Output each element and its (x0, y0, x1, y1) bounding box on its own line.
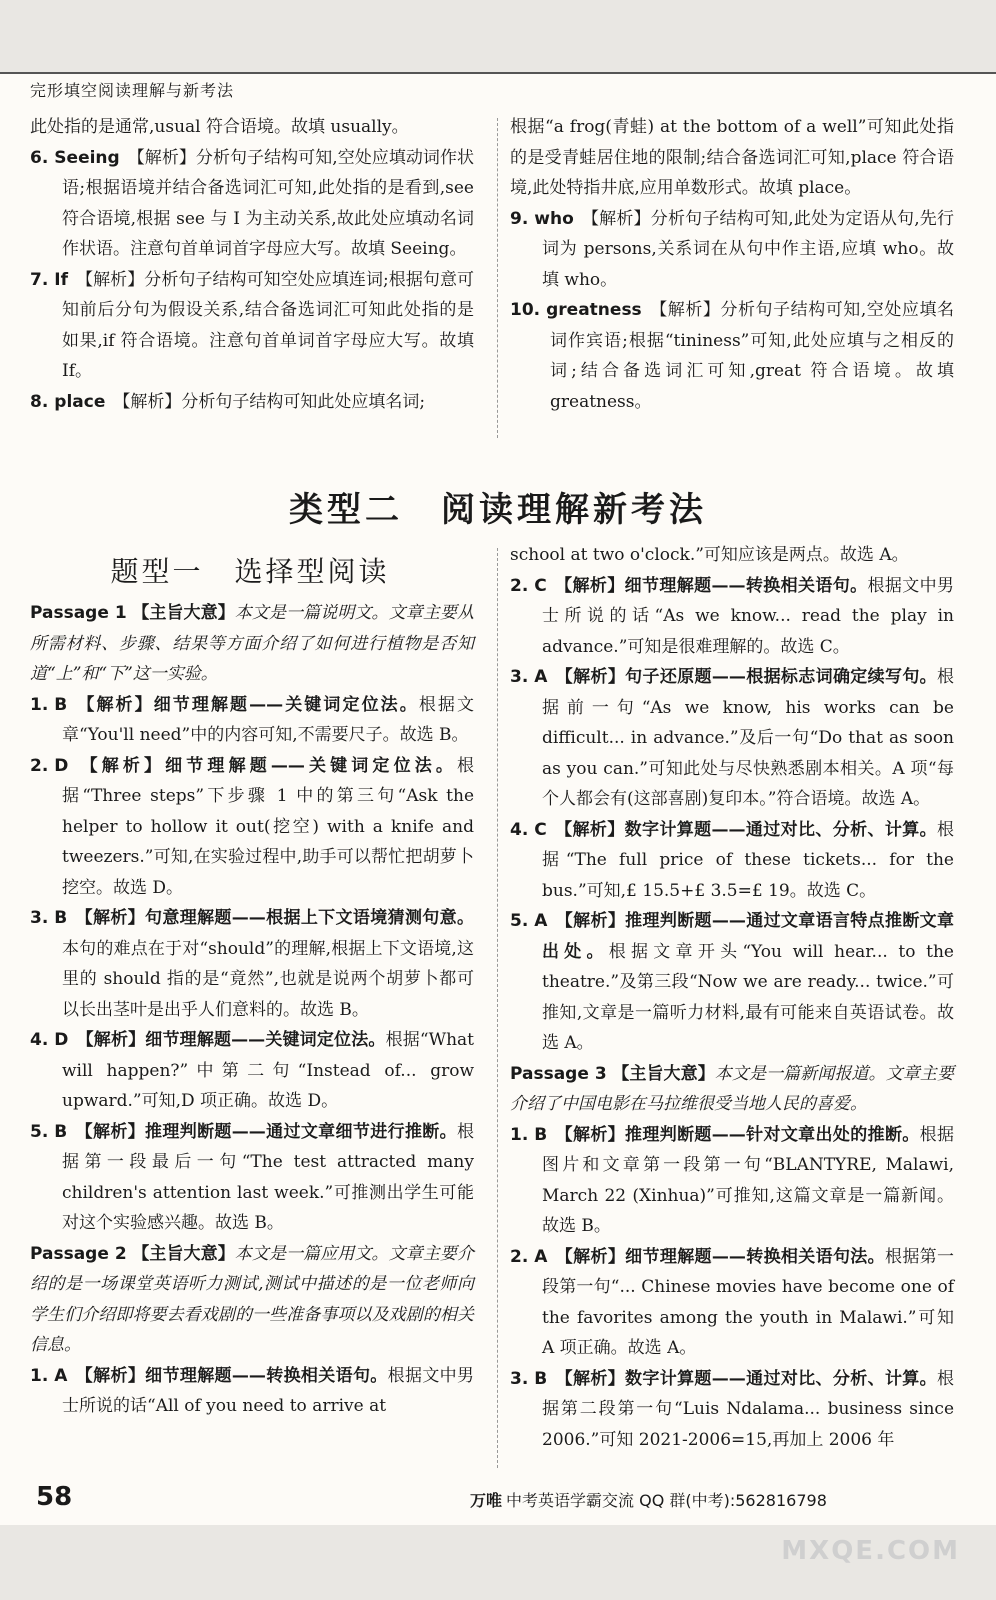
analysis-tag: 【解析】推理判断题——通过文章细节进行推断。 (75, 1121, 457, 1142)
answer-letter: B (534, 1368, 548, 1389)
item-number: 2. (510, 575, 529, 596)
item-text: 根据“a frog(青蛙) at the bottom of a well”可知此处指的是受青蛙居住地的限制;结合备选词汇可知,place 符合语境,此处特指井底,应用单数形式。故填 place。 (510, 117, 954, 198)
answer-item (30, 1025, 474, 1117)
running-header: 完形填空阅读理解与新考法 (30, 81, 235, 100)
answer-letter: B (54, 694, 68, 715)
answer-letter: C (534, 819, 547, 840)
answer-item (510, 815, 954, 907)
answer-letter: D (54, 1030, 69, 1050)
item-text: 【解析】分析句子结构可知空处应填连词;根据句意可知前后分句为假设关系,结合备选词汇可知此处指的是如果,if 符合语境。注意句首单词首字母应大写。故填 If。 (62, 269, 474, 381)
item-number: 6. (30, 147, 49, 168)
answer-item (510, 112, 954, 204)
item-text: 根据“The full price of these tickets... for the bus.”可知,£ 15.5+£ 3.5=£ 19。故选 C。 (542, 819, 954, 901)
analysis-tag: 【解析】数字计算题——通过对比、分析、计算。 (555, 1368, 937, 1389)
item-number: 2. (30, 755, 49, 776)
answer-word: who (534, 208, 574, 229)
item-number: 3. (510, 1368, 529, 1389)
section-title: 类型二 阅读理解新考法 (289, 490, 707, 530)
item-text: 根据图片和文章第一段第一句“BLANTYRE, Malawi, March 22 (Xinhua)”可推知,这篇文章是一篇新闻。故选 B。 (542, 1124, 955, 1236)
item-text: 根据第一段第一句“... Chinese movies have become one of the favorites among the youth in Malawi.”可知 A 项正确。故选 A。 (542, 1246, 955, 1358)
footer-note (470, 1488, 827, 1511)
answer-letter: B (534, 1124, 548, 1145)
item-text: 根据文章“You'll need”中的内容可知,不需要尺子。故选 B。 (62, 694, 475, 745)
right-column-bottom (510, 540, 954, 1455)
answer-item (30, 1361, 474, 1422)
right-column-top (510, 112, 954, 417)
item-number: 9. (510, 208, 529, 229)
item-number: 1. (510, 1124, 529, 1145)
answer-letter: B (54, 908, 68, 928)
page-footer (0, 1478, 996, 1518)
item-text: 根据文章开头“You will hear... to the theatre.”及第三段“Now we are ready... twice.”可推知,文章是一篇听力材料,最有可能来自英语试卷。故选 A。 (542, 941, 954, 1053)
item-text: 【解析】分析句子结构可知,此处为定语从句,先行词为 persons,关系词在从句中作主语,应填 who。故填 who。 (542, 208, 954, 290)
analysis-tag: 【解析】推理判断题——通过文章语言特点推断文章出处。 (542, 911, 954, 962)
answer-item (510, 204, 954, 296)
analysis-tag: 【解析】细节理解题——转换相关语句。 (75, 1365, 388, 1386)
item-text: 根据文中男士所说的话“All of you need to arrive at (62, 1365, 475, 1416)
item-number: 5. (510, 911, 529, 931)
answer-letter: C (534, 575, 547, 596)
top-scan-band (0, 0, 996, 74)
answer-word: place (54, 391, 106, 412)
column-divider-bottom (497, 548, 498, 1468)
analysis-tag: 【解析】细节理解题——关键词定位法。 (76, 1030, 386, 1050)
item-number: 7. (30, 269, 49, 290)
item-text: 根据前一句“As we know, his works can be difficult... in advance.”及后一句“Do that as soon as you can.”可知此处与尽快熟悉剧本相关。A 项“每个人都会有(这部喜剧)复印本。”符合语境。故选 A。 (542, 667, 954, 809)
answer-letter: B (54, 1121, 68, 1142)
watermark: MXQE.COM (781, 1536, 960, 1566)
summary-text: 本文是一篇新闻报道。文章主要介绍了中国电影在马拉维很受当地人民的喜爱。 (510, 1063, 955, 1114)
analysis-tag: 【解析】细节理解题——关键词定位法。 (76, 755, 457, 776)
answer-item (510, 906, 954, 1059)
answer-letter: A (534, 1246, 548, 1267)
answer-item (30, 903, 474, 1025)
left-column-bottom (30, 598, 474, 1422)
answer-item (30, 1117, 474, 1239)
answer-item (510, 1120, 954, 1242)
answer-item (510, 1242, 954, 1364)
item-text: 根据“What will happen?”中第二句“Instead of... grow upward.”可知,D 项正确。故选 D。 (62, 1030, 474, 1111)
answer-word: Seeing (54, 147, 120, 168)
item-number: 1. (30, 694, 49, 715)
left-column-top (30, 112, 474, 417)
item-number: 1. (30, 1365, 49, 1386)
analysis-tag: 【解析】句意理解题——根据上下文语境猜测句意。 (75, 908, 474, 928)
summary-tag: 【主旨大意】 (612, 1063, 715, 1084)
answer-item (30, 143, 474, 265)
passage-summary (510, 1059, 954, 1120)
summary-tag: 【主旨大意】 (132, 1243, 235, 1264)
item-text: 此处指的是通常,usual 符合语境。故填 usually。 (30, 117, 409, 137)
item-number: 4. (510, 819, 529, 840)
answer-word: If (54, 269, 69, 290)
item-number: 2. (510, 1246, 529, 1267)
answer-item (510, 571, 954, 663)
answer-item (510, 662, 954, 815)
answer-item (30, 751, 474, 904)
summary-text: 本文是一篇应用文。文章主要介绍的是一场课堂英语听力测试,测试中描述的是一位老师向学生们介绍即将要去看戏剧的一些准备事项以及戏剧的相关信息。 (30, 1243, 475, 1355)
answer-item (30, 265, 474, 387)
passage-label: Passage 3 (510, 1063, 607, 1084)
item-text: 根据文中男士所说的话“As we know... read the play in advance.”可知是很难理解的。故选 C。 (542, 575, 955, 657)
answer-item (510, 295, 954, 417)
answer-item (30, 112, 474, 143)
item-number: 4. (30, 1030, 49, 1050)
analysis-tag: 【解析】数字计算题——通过对比、分析、计算。 (554, 819, 937, 840)
item-number: 10. (510, 300, 541, 320)
answer-letter: D (54, 755, 69, 776)
summary-text: 本文是一篇说明文。文章主要从所需材料、步骤、结果等方面介绍了如何进行植物是否知道“上”和“下”这一实验。 (30, 603, 475, 684)
answer-item (510, 1364, 954, 1456)
subsection-title: 题型一 选择型阅读 (110, 555, 390, 588)
item-text: 根据“Three steps”下步骤 1 中的第三句“Ask the helper to hollow it out(挖空) with a knife and tweezers.”可知,在实验过程中,助手可以帮忙把胡萝卜挖空。故选 D。 (62, 755, 474, 898)
passage-label: Passage 1 (30, 603, 127, 623)
passage-label: Passage 2 (30, 1243, 127, 1264)
footer-brand: 万唯 (470, 1491, 503, 1510)
passage-summary (30, 1239, 474, 1361)
column-divider-top (497, 118, 498, 438)
item-number: 5. (30, 1121, 49, 1142)
item-text: 本句的难点在于对“should”的理解,根据上下文语境,这里的 should 指的是“竟然”,也就是说两个胡萝卜都可以长出茎叶是出乎人们意料的。故选 B。 (62, 938, 474, 1020)
analysis-tag: 【解析】细节理解题——转换相关语句。 (554, 575, 868, 596)
summary-tag: 【主旨大意】 (132, 603, 235, 623)
analysis-tag: 【解析】细节理解题——转换相关语句法。 (555, 1246, 885, 1267)
item-text: 根据第二段第一句“Luis Ndalama... business since 2006.”可知 2021-2006=15,再加上 2006 年 (542, 1368, 954, 1450)
item-text: 根据第一段最后一句“The test attracted many children's attention last week.”可推测出学生可能对这个实验感兴趣。故选 B。 (62, 1121, 474, 1233)
answer-word: greatness (546, 300, 642, 320)
page-number: 58 (36, 1482, 73, 1512)
answer-letter: A (534, 911, 548, 931)
item-number: 8. (30, 391, 49, 412)
item-text: 【解析】分析句子结构可知,空处应填动词作状语;根据语境并结合备选词汇可知,此处指的是看到,see 符合语境,根据 see 与 I 为主动关系,故此处应填动名词作状语。注意句首单词首字母应大写。故填 Seeing。 (62, 147, 474, 259)
item-text: school at two o'clock.”可知应该是两点。故选 A。 (510, 545, 909, 565)
analysis-tag: 【解析】细节理解题——关键词定位法。 (75, 694, 419, 715)
item-text: 【解析】分析句子结构可知此处应填名词; (113, 391, 426, 412)
analysis-tag: 【解析】推理判断题——针对文章出处的推断。 (555, 1124, 920, 1145)
item-text: 【解析】分析句子结构可知,空处应填名词作宾语;根据“tininess”可知,此处应填与之相反的词;结合备选词汇可知,great 符合语境。故填 greatness。 (550, 300, 954, 412)
passage-summary (30, 598, 474, 690)
answer-item (30, 387, 474, 418)
answer-letter: A (534, 667, 548, 687)
analysis-tag: 【解析】句子还原题——根据标志词确定续写句。 (555, 667, 937, 687)
continued-text (510, 540, 954, 571)
footer-text: 中考英语学霸交流 QQ 群(中考):562816798 (506, 1491, 827, 1510)
answer-item (30, 690, 474, 751)
answer-letter: A (54, 1365, 68, 1386)
item-number: 3. (510, 667, 529, 687)
item-number: 3. (30, 908, 49, 928)
